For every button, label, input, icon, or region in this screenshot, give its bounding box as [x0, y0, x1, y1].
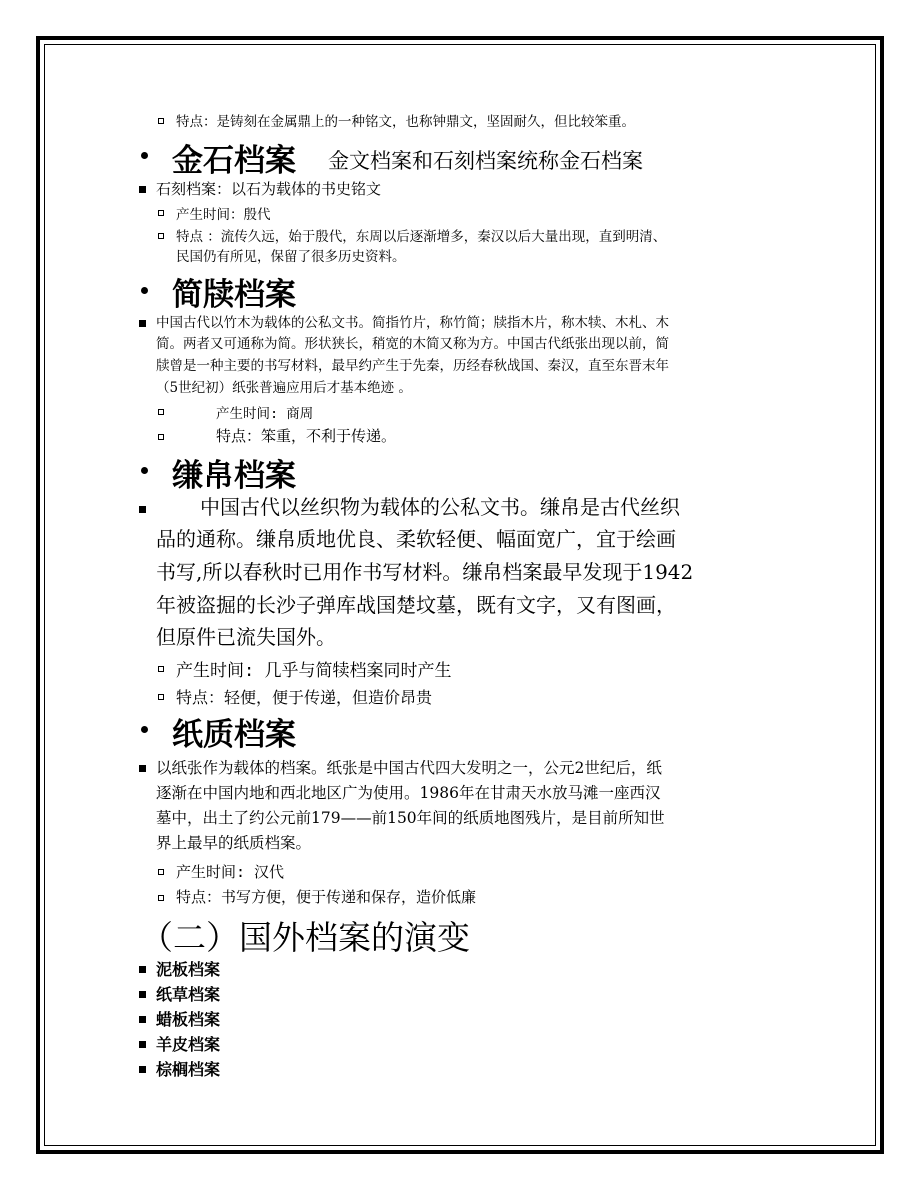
section-title-jianbo: 缣帛档案: [172, 458, 296, 494]
zhizhi-para-line4: 界上最早的纸质档案。: [156, 834, 312, 852]
jiandu-para-line2: 简。两者又可通称为简。形状狭长，稍宽的木简又称为方。中国古代纸张出现以前，简: [156, 336, 669, 352]
jinding-feature: 特点：是铸刻在金属鼎上的一种铭文，也称钟鼎文，坚固耐久，但比较笨重。: [176, 114, 635, 130]
foreign-item: 纸草档案: [156, 985, 221, 1004]
hollow-square-bullet-icon: [158, 233, 164, 239]
solid-square-bullet-icon: [139, 1041, 146, 1048]
solid-square-bullet-icon: [139, 966, 146, 973]
bullet-dot-icon: [141, 287, 148, 294]
solid-square-bullet-icon: [139, 1016, 146, 1023]
hollow-square-bullet-icon: [158, 409, 164, 415]
solid-square-bullet-icon: [139, 991, 146, 998]
bullet-dot-icon: [141, 726, 148, 733]
jianbo-para-line3: 书写,所以春秋时已用作书写材料。缣帛档案最早发现于1942: [156, 560, 694, 584]
jianbo-feature: 特点：轻便，便于传递，但造价昂贵: [176, 688, 433, 707]
jiandu-feature: 特点：笨重，不利于传递。: [216, 427, 397, 445]
zhizhi-time: 产生时间: 汉代: [176, 863, 285, 881]
zhizhi-para-line1: 以纸张作为载体的档案。纸张是中国古代四大发明之一，公元2世纪后，纸: [156, 759, 662, 777]
section-heading-foreign: （二）国外档案的演变: [140, 918, 470, 957]
section-subtitle-jinshi: 金文档案和石刻档案统称金石档案: [328, 149, 643, 173]
foreign-item: 棕榈档案: [156, 1060, 221, 1079]
solid-square-bullet-icon: [139, 506, 146, 513]
jianbo-para-line1: 中国古代以丝织物为载体的公私文书。缣帛是古代丝织: [200, 495, 680, 519]
jinshi-feature-line2: 民国仍有所见，保留了很多历史资料。: [176, 249, 406, 265]
hollow-square-bullet-icon: [158, 434, 164, 440]
solid-square-bullet-icon: [139, 320, 146, 327]
hollow-square-bullet-icon: [158, 666, 164, 672]
solid-square-bullet-icon: [139, 186, 146, 193]
hollow-square-bullet-icon: [158, 869, 164, 875]
jianbo-para-line2: 品的通称。缣帛质地优良、柔软轻便、幅面宽广，宜于绘画: [156, 527, 676, 551]
jiandu-para-line3: 牍曾是一种主要的书写材料，最早约产生于先秦，历经春秋战国、秦汉，直至东晋末年: [156, 358, 669, 374]
solid-square-bullet-icon: [139, 1066, 146, 1073]
foreign-item: 蜡板档案: [156, 1010, 221, 1029]
section-title-jinshi: 金石档案: [172, 143, 296, 179]
zhizhi-para-line3: 墓中，出土了约公元前179——前150年间的纸质地图残片，是目前所知世: [156, 809, 665, 827]
solid-square-bullet-icon: [139, 765, 146, 772]
bullet-dot-icon: [141, 467, 148, 474]
jianbo-para-line4: 年被盗掘的长沙子弹库战国楚坟墓，既有文字，又有图画，: [156, 593, 676, 617]
jiandu-para-line4: （5世纪初）纸张普遍应用后才基本绝迹 。: [156, 380, 412, 396]
hollow-square-bullet-icon: [158, 210, 164, 216]
hollow-square-bullet-icon: [158, 694, 164, 700]
jiandu-para-line1: 中国古代以竹木为载体的公私文书。简指竹片，称竹简；牍指木片，称木犊、木札、木: [156, 315, 669, 331]
zhizhi-feature: 特点：书写方便，便于传递和保存，造价低廉: [176, 888, 477, 906]
hollow-square-bullet-icon: [158, 895, 164, 901]
foreign-item: 羊皮档案: [156, 1035, 221, 1054]
bullet-dot-icon: [141, 152, 148, 159]
jianbo-para-line5: 但原件已流失国外。: [156, 625, 336, 649]
jinshi-time: 产生时间：殷代: [176, 207, 271, 223]
jiandu-time: 产生时间: 商周: [216, 406, 314, 422]
jinshi-item: 石刻档案：以石为载体的书史铭文: [156, 180, 382, 198]
zhizhi-para-line2: 逐渐在中国内地和西北地区广为使用。1986年在甘肃天水放马滩一座西汉: [156, 784, 661, 802]
hollow-square-bullet-icon: [158, 118, 164, 124]
jianbo-time: 产生时间: 几乎与简犊档案同时产生: [176, 661, 452, 681]
section-title-zhizhi: 纸质档案: [172, 717, 296, 753]
foreign-item: 泥板档案: [156, 960, 221, 979]
jinshi-feature-line1: 特点 ：流传久远，始于殷代，东周以后逐渐增多，秦汉以后大量出现，直到明清、: [176, 229, 667, 245]
section-title-jiandu: 简牍档案: [172, 277, 296, 313]
